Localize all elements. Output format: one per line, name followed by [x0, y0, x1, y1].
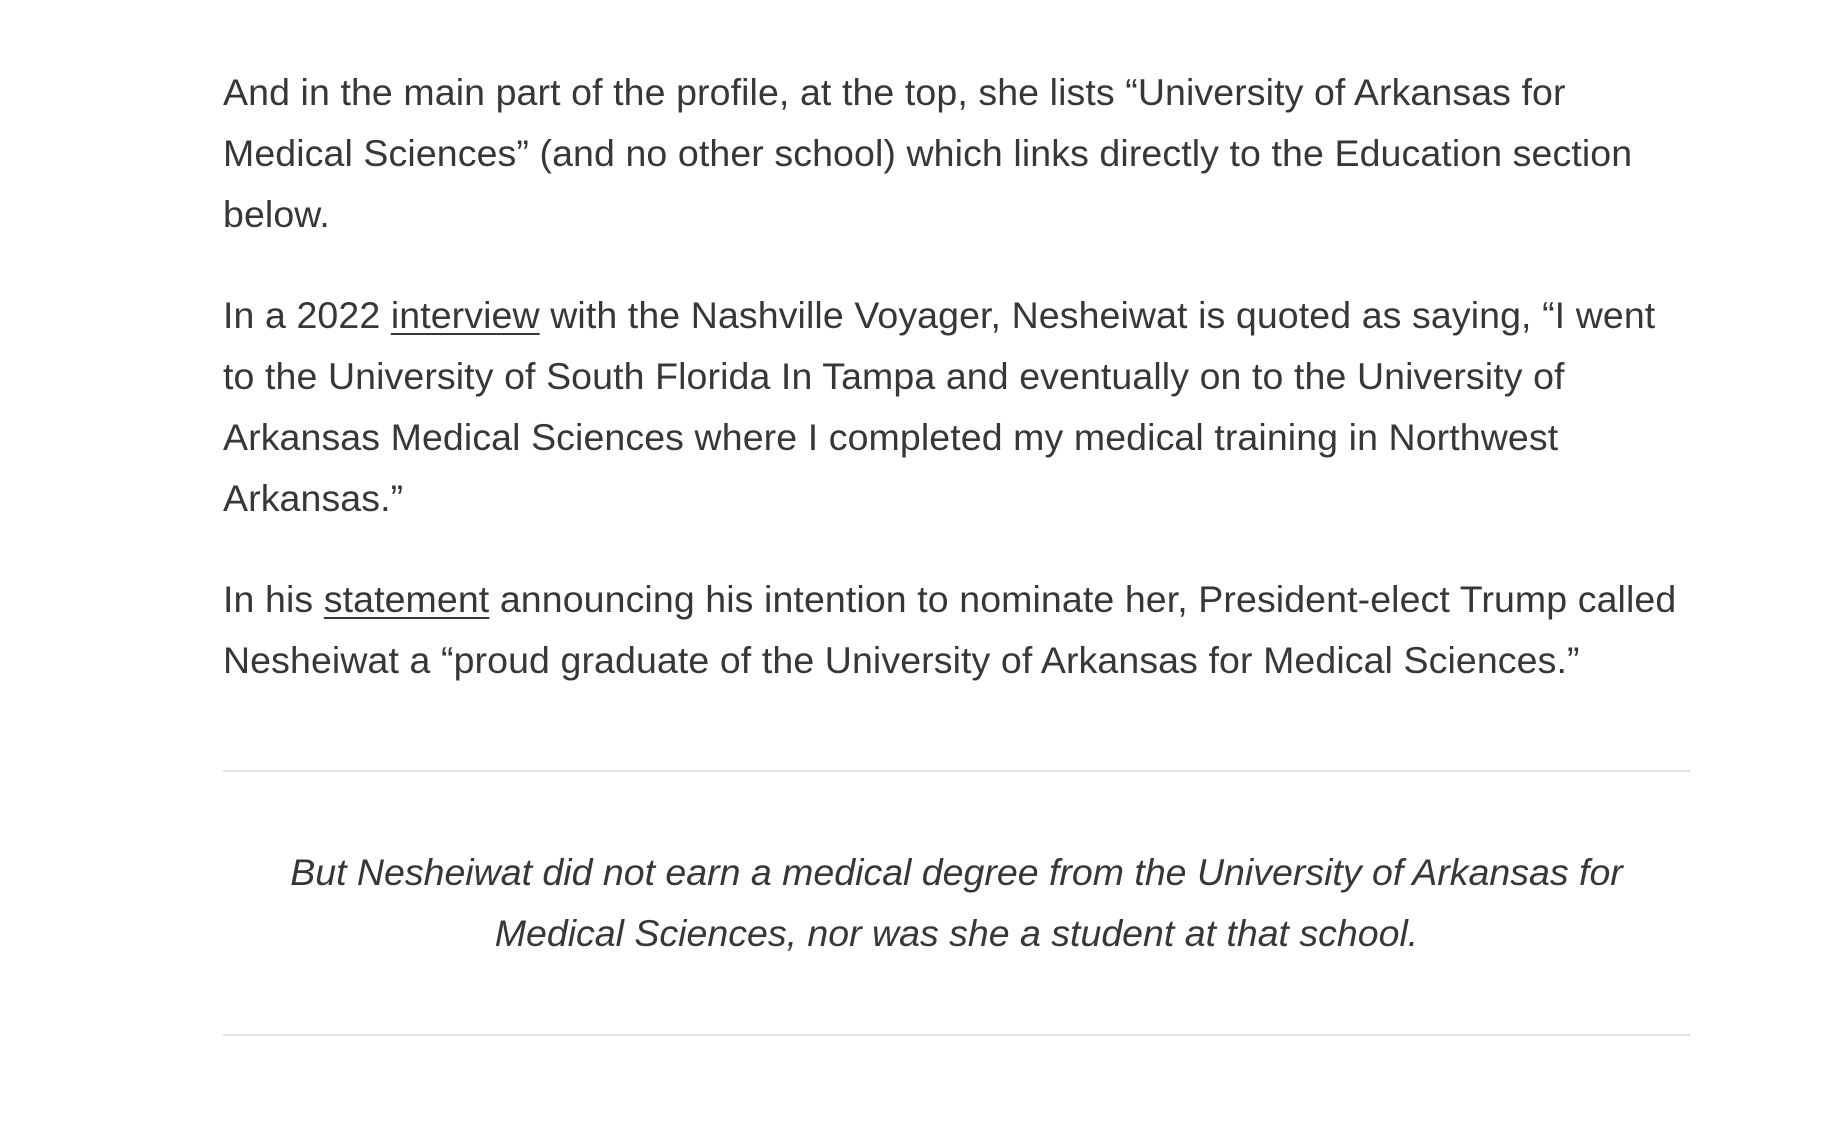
- paragraph-text-after-link: announcing his intention to nominate her, President-elect Trump called Nesheiwat a “proud graduate of the University of Arkansas for Medical Sciences.”: [223, 578, 1677, 681]
- paragraph-trump-statement: [223, 569, 1690, 691]
- paragraph-text-before-link: In his: [223, 578, 324, 620]
- statement-link[interactable]: statement: [323, 578, 490, 620]
- paragraph-text-before-link: In a 2022: [223, 294, 391, 336]
- pullquote: But Nesheiwat did not earn a medical degree from the University of Arkansas for Medical Sciences, nor was she a student at that school.: [290, 851, 1623, 954]
- pullquote-bottom-divider: [223, 1034, 1690, 1036]
- paragraph-profile-listing: And in the main part of the profile, at the top, she lists “University of Arkansas for Medical Sciences” (and no other school) which links directly to the Education section below.: [223, 71, 1633, 235]
- paragraph-interview-quote: [223, 285, 1690, 529]
- interview-link[interactable]: interview: [390, 294, 540, 336]
- paragraph-text-after-link: with the Nashville Voyager, Nesheiwat is quoted as saying, “I went to the University of South Florida In Tampa and eventually on to the University of Arkansas Medical Sciences where I completed my medical training in Northwest Arkansas.”: [223, 294, 1656, 519]
- article-body: [223, 62, 1690, 1036]
